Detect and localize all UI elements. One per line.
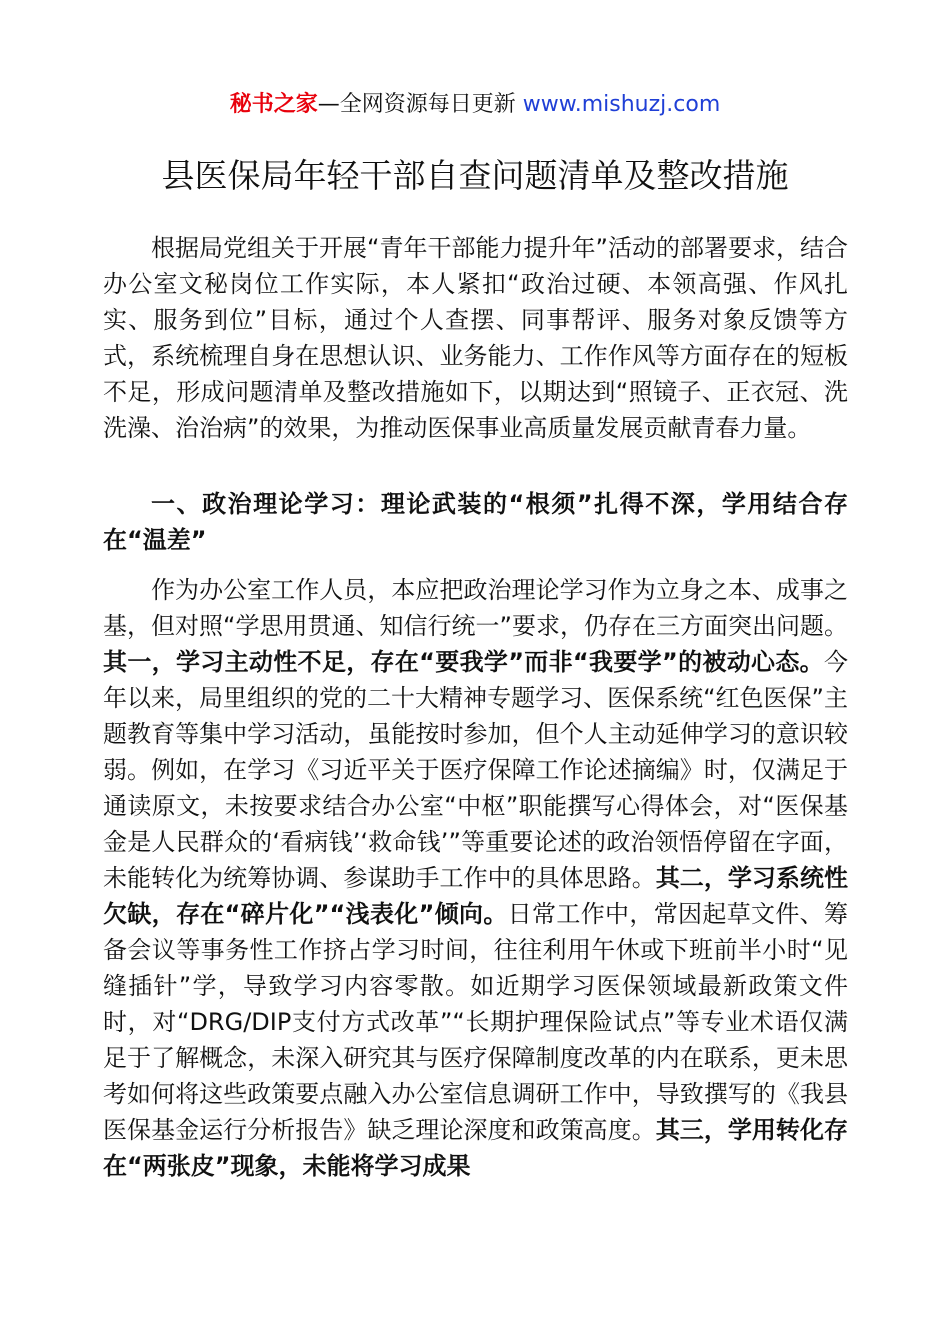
point-two-body: 日常工作中，常因起草文件、筹备会议等事务性工作挤占学习时间，往往利用午休或下班前半小时“见缝插针”学，导致学习内容零散。如近期学习医保领域最新政策文件时，对“DRG/DIP支付方式改革”“长期护理保险试点”等专业术语仅满足于了解概念，未深入研究其与医疗保障制度改革的内在联系，更未思考如何将这些政策要点融入办公室信息调研工作中，导致撰写的《我县医保基金运行分析报告》缺乏理论深度和政策高度。 (103, 900, 849, 1144)
intro-paragraph (103, 230, 848, 446)
site-url-link[interactable]: www.mishuzj.com (522, 92, 721, 117)
point-two-title: 其二，学习系统性欠缺，存在“碎片化”“浅表化”倾向。 (103, 864, 848, 928)
section-lead-text: 作为办公室工作人员，本应把政治理论学习作为立身之本、成事之基，但对照“学思用贯通、知信行统一”要求，仍存在三方面突出问题。 (103, 576, 848, 640)
point-one-body: 今年以来，局里组织的党的二十大精神专题学习、医保系统“红色医保”主题教育等集中学习活动，虽能按时参加，但个人主动延伸学习的意识较弱。例如，在学习《习近平关于医疗保障工作论述摘编》时，仅满足于通读原文，未按要求结合办公室“中枢”职能撰写心得体会，对“医保基金是人民群众的‘看病钱’‘救命钱’”等重要论述的政治领悟停留在字面，未能转化为统筹协调、参谋助手工作中的具体思路。 (103, 648, 848, 892)
header-tagline: —全网资源每日更新 (317, 92, 523, 117)
point-one-title: 其一，学习主动性不足，存在“要我学”而非“我要学”的被动心态。 (103, 648, 824, 676)
section-body (103, 572, 848, 1184)
section-paragraph (103, 572, 848, 1184)
intro-text: 根据局党组关于开展“青年干部能力提升年”活动的部署要求，结合办公室文秘岗位工作实际，本人紧扣“政治过硬、本领高强、作风扎实、服务到位”目标，通过个人查摆、同事帮评、服务对象反馈等方式，系统梳理自身在思想认识、业务能力、工作作风等方面存在的短板不足，形成问题清单及整改措施如下，以期达到“照镜子、正衣冠、洗洗澡、治治病”的效果，为推动医保事业高质量发展贡献青春力量。 (103, 234, 848, 442)
point-three-title: 其三，学用转化存在“两张皮”现象，未能将学习成果 (103, 1116, 848, 1180)
section-heading-text: 一、政治理论学习：理论武装的“根须”扎得不深，学用结合存在“温差” (103, 490, 848, 554)
document-title: 县医保局年轻干部自查问题清单及整改措施 (161, 156, 789, 195)
site-header (0, 88, 950, 122)
brand-name: 秘书之家 (229, 92, 318, 117)
section-heading (103, 486, 848, 558)
